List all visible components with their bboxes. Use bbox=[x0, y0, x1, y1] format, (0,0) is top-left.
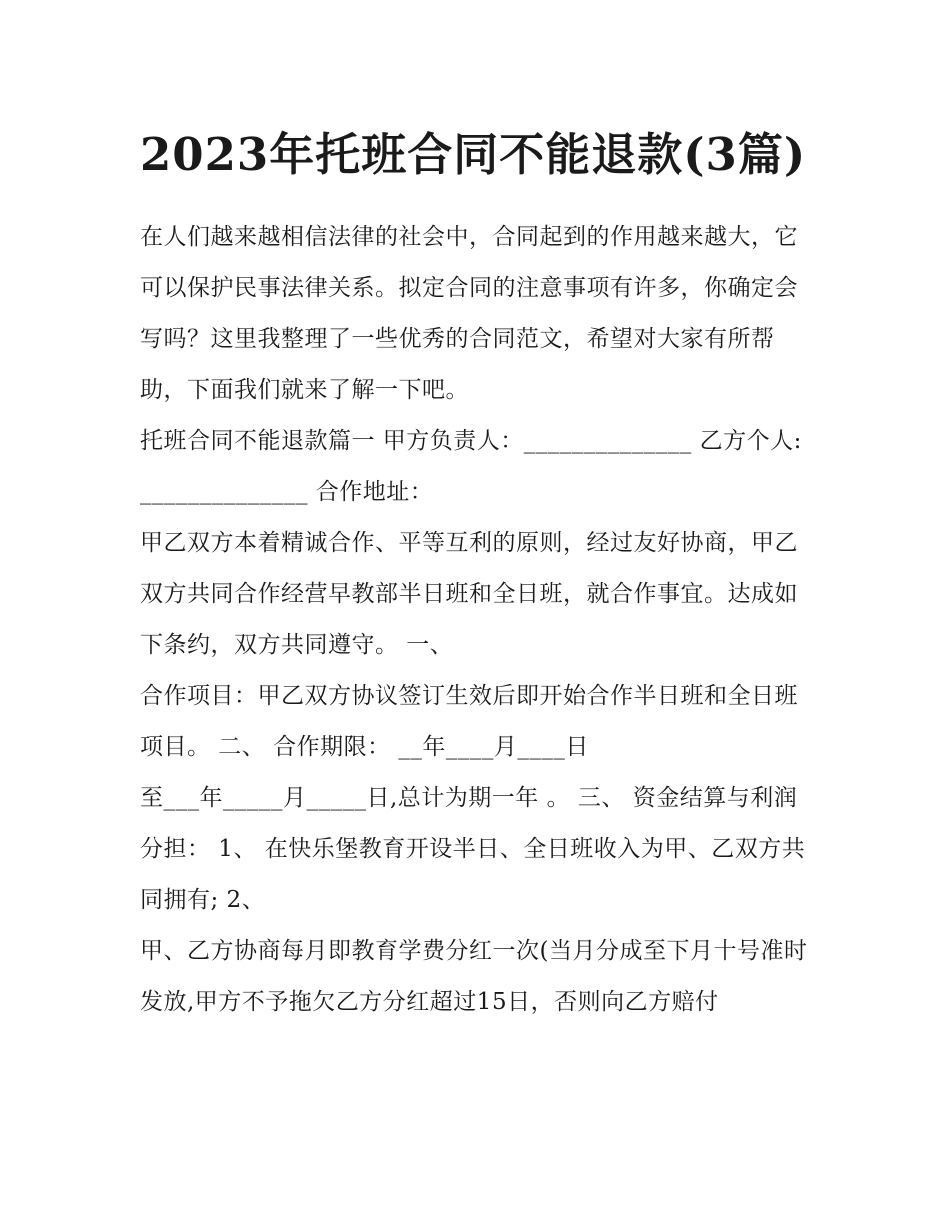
paragraph-dividend: 甲、乙方协商每月即教育学费分红一次(当月分成至下月十号准时发放,甲方不予拖欠乙方分红超过15日，否则向乙方赔付 bbox=[140, 938, 808, 1015]
document-title: 2023年托班合同不能退款(3篇) bbox=[140, 128, 807, 181]
paragraph-cooperation-project: 合作项目：甲乙双方协议签订生效后即开始合作半日班和全日班项目。 二、 合作期限： __年____月____日 bbox=[140, 683, 798, 760]
document-body bbox=[140, 212, 820, 1028]
paragraph-parties: 托班合同不能退款篇一 甲方负责人：______________ 乙方个人: ______________ 合作地址： bbox=[140, 428, 802, 505]
paragraph-principles: 甲乙双方本着精诚合作、平等互利的原则，经过友好协商，甲乙双方共同合作经营早教部半日班和全日班，就合作事宜。达成如下条约，双方共同遵守。 一、 bbox=[140, 530, 798, 658]
paragraph-intro: 在人们越来越相信法律的社会中，合同起到的作用越来越大，它可以保护民事法律关系。拟定合同的注意事项有许多，你确定会写吗？这里我整理了一些优秀的合同范文，希望对大家有所帮助，下面我们就来了解一下吧。 bbox=[140, 224, 798, 403]
paragraph-settlement: 至___年_____月_____日,总计为期一年 。 三、 资金结算与利润分担： 1、 在快乐堡教育开设半日、全日班收入为甲、乙双方共同拥有; 2、 bbox=[140, 785, 806, 913]
document-page bbox=[140, 118, 820, 1028]
